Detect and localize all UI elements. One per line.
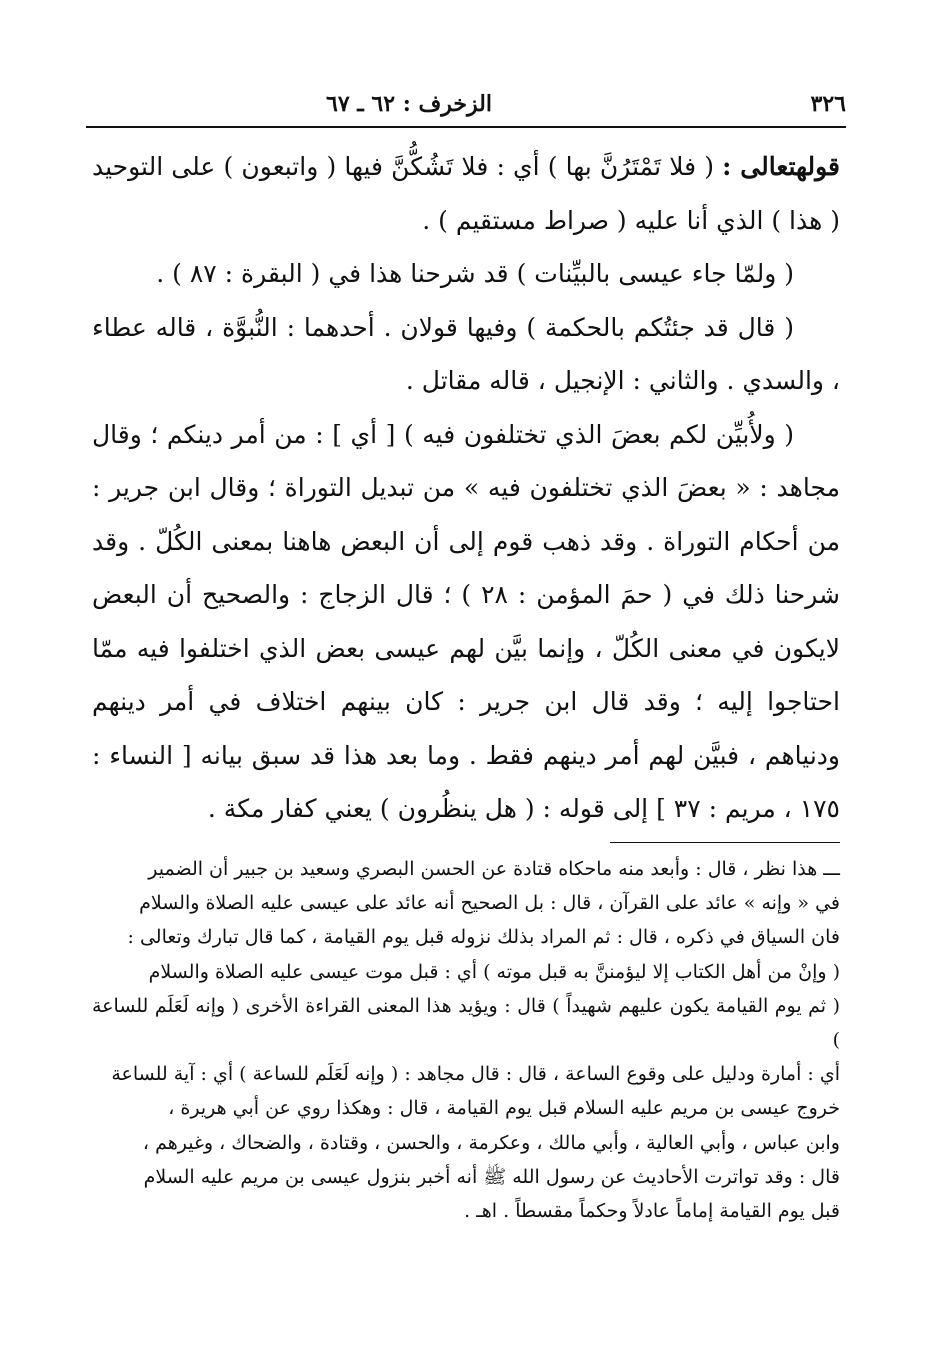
main-text <box>92 140 840 836</box>
footnote-line: ( وإنْ من أهل الكتاب إلا ليؤمننَّ به قبل موته ) أي : قبل موت عيسى عليه الصلاة والسلام <box>148 960 840 983</box>
footnote-line: في « وإنه » عائد على القرآن ، قال : بل الصحيح أنه عائد على عيسى عليه الصلاة والسلام <box>139 892 840 915</box>
paragraph-text: ( ولأُبيِّن لكم بعضَ الذي تختلفون فيه ) [ أي ] : من أمر دينكم ؛ وقال مجاهد : « بعضَ الذي تختلفون فيه » من تبديل التوراة ؛ وقال ابن جرير : من أحكام التوراة . وقد ذهب قوم إلى أن البعض هاهنا بمعنى الكُلّ . وقد شرحنا ذلك في ( حمَ المؤمن : ٢٨ ) ؛ قال الزجاج : والصحيح أن البعض لايكون في معنى الكُلّ ، وإنما بيَّن لهم عيسى بعض الذي اختلفوا فيه ممّا احتاجوا إليه ؛ وقد قال ابن جرير : كان بينهم اختلاف في أمر دينهم ودنياهم ، فبيَّن لهم أمر دينهم فقط . وما بعد هذا قد سبق بيانه [ النساء : ١٧٥ ، مريم : ٣٧ ] إلى قوله : ( هل ينظُرون ) يعني كفار مكة . <box>92 419 841 823</box>
header-rule <box>86 126 846 128</box>
paragraph-text: ( فلا تَمْتَرُنَّ بها ) أي : فلا تَشُكُّنَّ فيها ( واتبعون ) على التوحيد ( هذا ) الذي أنا عليه ( صراط مستقيم ) . <box>92 152 840 235</box>
footnote-line: ( ثم يوم القيامة يكون عليهم شهيداً ) قال : ويؤيد هذا المعنى القراءة الأخرى ( وإنه لَعَلَم للساعة ) <box>92 994 840 1052</box>
page-number: ٣٢٦ <box>810 91 846 117</box>
paragraph-text: ( ولمّا جاء عيسى بالبيِّنات ) قد شرحنا هذا في ( البقرة : ٨٧ ) . <box>156 259 794 288</box>
paragraph <box>92 301 840 408</box>
running-title: الزخرف : ٦٢ ـ ٦٧ <box>326 91 492 117</box>
footnote-line: وابن عباس ، وأبي العالية ، وأبي مالك ، وعكرمة ، والحسن ، وقتادة ، والضحاك ، وغيرهم ، <box>142 1131 840 1154</box>
footnote-line: قبل يوم القيامة إماماً عادلاً وحكماً مقسطاً . اهـ . <box>464 1200 840 1223</box>
page-header <box>86 84 846 124</box>
footnote-line: ـــ هذا نظر ، قال : وأبعد منه ماحكاه قتادة عن الحسن البصري وسعيد بن جبير أن الضمير <box>148 858 840 880</box>
footnote-line: خروج عيسى بن مريم عليه السلام قبل يوم القيامة ، قال : وهكذا روي عن أبي هريرة ، <box>168 1097 840 1120</box>
footnote-line: أي : أمارة ودليل على وقوع الساعة ، قال : قال مجاهد : ( وإنه لَعَلَم للساعة ) أي : آية للساعة <box>111 1063 840 1086</box>
footnotes <box>92 852 840 1228</box>
paragraph <box>92 247 840 301</box>
footnote-line: فان السياق في ذكره ، قال : ثم المراد بذلك نزوله قبل يوم القيامة ، كما قال تبارك وتعالى : <box>127 926 840 949</box>
footnote-separator <box>610 842 840 843</box>
paragraph-lead: قولهتعالى : <box>722 152 840 181</box>
footnote-line: قال : وقد تواترت الأحاديث عن رسول الله ﷺ أنه أخبر بنزول عيسى بن مريم عليه السلام <box>143 1165 840 1188</box>
paragraph <box>92 408 840 836</box>
paragraph <box>92 140 840 247</box>
paragraph-text: ( قال قد جئتُكم بالحكمة ) وفيها قولان . أحدهما : النُّبوَّة ، قاله عطاء ، والسدي . والثاني : الإنجيل ، قاله مقاتل . <box>92 312 840 395</box>
